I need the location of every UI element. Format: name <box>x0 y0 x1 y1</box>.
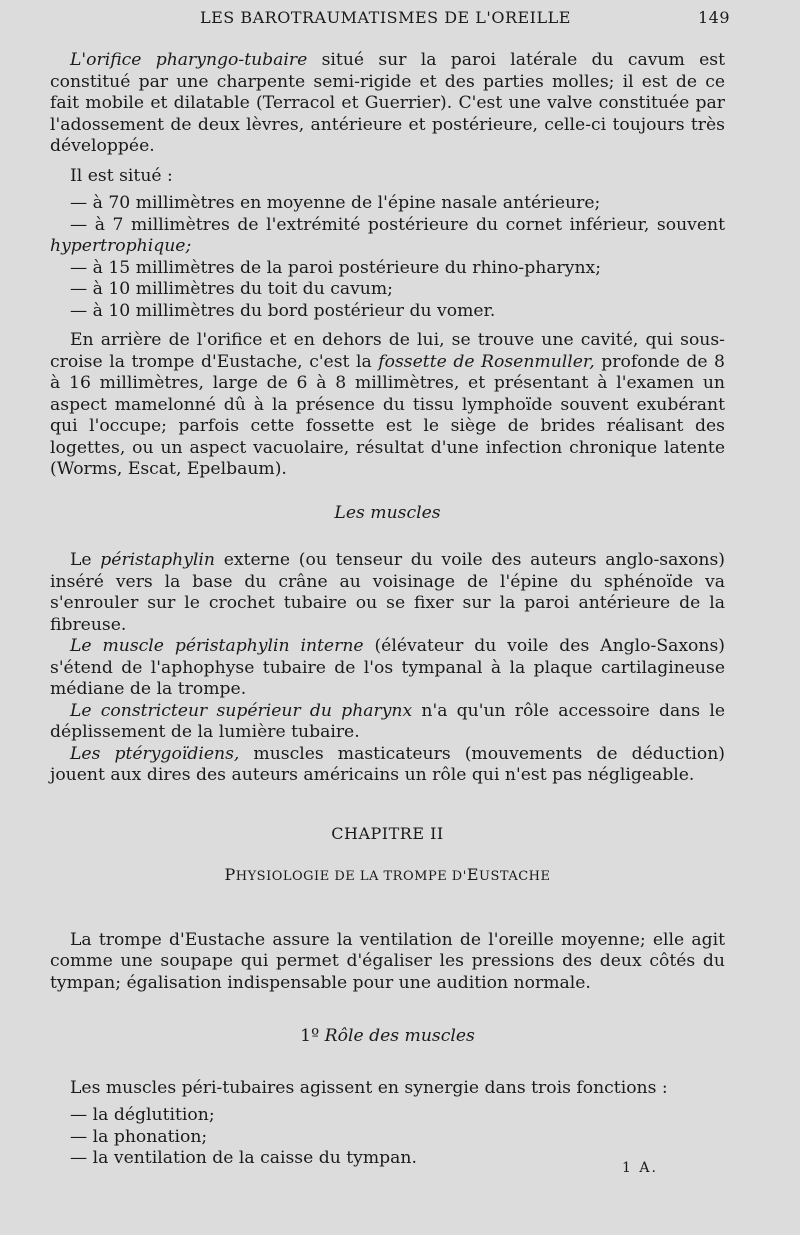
paragraph-peristaphylin-externe <box>50 550 725 636</box>
list-item <box>50 215 725 258</box>
term: Les ptérygoïdiens, <box>70 743 240 764</box>
section-heading-muscles: Les muscles <box>334 502 441 523</box>
list-item-italic: hypertrophique; <box>50 236 192 256</box>
list-item: — la phonation; <box>70 1126 208 1147</box>
section-number: 1º <box>300 1026 320 1046</box>
paragraph-constricteur <box>50 701 725 744</box>
term: fossette de Rosenmuller, <box>378 351 595 372</box>
chapter-title-initial: P <box>224 865 236 884</box>
list-item: — à 15 millimètres de la paroi postérieure du rhino-pharynx; <box>70 257 602 278</box>
running-head: LES BAROTRAUMATISMES DE L'OREILLE <box>200 8 571 27</box>
distance-list <box>50 193 725 322</box>
term: L'orifice pharyngo-tubaire <box>70 50 308 70</box>
paragraph-fossette <box>50 330 725 481</box>
list-item: — la ventilation de la caisse du tympan. <box>70 1148 417 1168</box>
page-body <box>50 50 725 1170</box>
paragraph-text: En arrière de l'orifice et en dehors de lui, se trouve une cavité, qui sous-croise la trompe d'Eustache, c'est la <box>50 330 725 372</box>
list-item: — la déglutition; <box>70 1105 215 1125</box>
paragraph-peristaphylin-interne <box>50 636 725 701</box>
chapter-title <box>50 864 725 888</box>
page-number: 149 <box>697 8 730 27</box>
chapter-title-smallcaps: HYSIOLOGIE DE LA TROMPE D' <box>235 869 467 884</box>
paragraph-text: situé sur la paroi latérale du cavum est constitué par une charpente semi-rigide et des parties molles; il est de ce fait mobile et dilatable (Terracol et Guerrier). C'est une valve constituée par l'adossement de deux lèvres, antérieure et postérieure, celle-ci toujours très développée. <box>50 50 725 156</box>
paragraph-text: Le <box>70 550 101 570</box>
paragraph-trompe: La trompe d'Eustache assure la ventilation de l'oreille moyenne; elle agit comme une soupape qui permet d'égaliser les pressions des deux côtés du tympan; égalisation indispensable pour une audition normale. <box>50 929 725 993</box>
paragraph-fonctions: Les muscles péri-tubaires agissent en synergie dans trois fonctions : <box>70 1077 668 1098</box>
signature-mark: 1 A. <box>622 1160 658 1176</box>
paragraph-text: externe (ou tenseur du voile des auteurs anglo-saxons) inséré vers la base du crâne au voisinage de l'épine du sphénoïde va s'enrouler sur le crochet tubaire ou se fixer sur la paroi antérieure de la fibreuse. <box>50 550 725 635</box>
paragraph-text: profonde de 8 à 16 millimètres, large de 6 à 8 millimètres, et présentant à l'examen un aspect mamelonné dû à la présence du tissu lymphoïde souvent exubérant qui l'occupe; parfois cette fossette est le siège de brides réalisant des logettes, ou un aspect vacuolaire, résultat d'une infection chronique latente (Worms, Escat, Epelbaum). <box>50 351 725 479</box>
chapter-number: CHAPITRE II <box>331 823 444 843</box>
chapter-title-smallcaps: USTACHE <box>479 869 551 884</box>
paragraph-situe: Il est situé : <box>70 165 173 186</box>
section-heading-role <box>50 1026 725 1048</box>
paragraph-pterygoidiens <box>50 744 725 787</box>
term: Le muscle péristaphylin interne <box>70 636 364 656</box>
paragraph-text: (élévateur du voile des Anglo-Saxons) s'étend de l'aphophyse tubaire de l'os tympanal à la plaque cartilagineuse médiane de la trompe. <box>50 636 725 699</box>
paragraph-text: n'a qu'un rôle accessoire dans le déplissement de la lumière tubaire. <box>50 700 725 742</box>
list-item-text: — à 7 millimètres de l'extrémité postérieure du cornet inférieur, souvent <box>70 214 725 235</box>
chapter-title-initial: E <box>466 865 479 884</box>
list-item: — à 10 millimètres du toit du cavum; <box>70 279 393 299</box>
term: péristaphylin <box>100 550 215 570</box>
list-item: — à 10 millimètres du bord postérieur du vomer. <box>70 300 496 321</box>
paragraph-text: muscles masticateurs (mouvements de déduction) jouent aux dires des auteurs américains un rôle qui n'est pas négligeable. <box>50 743 725 785</box>
paragraph-orifice <box>50 50 725 158</box>
section-title: Rôle des muscles <box>324 1026 475 1046</box>
list-item: — à 70 millimètres en moyenne de l'épine nasale antérieure; <box>70 193 601 213</box>
term: Le constricteur supérieur du pharynx <box>70 700 413 721</box>
